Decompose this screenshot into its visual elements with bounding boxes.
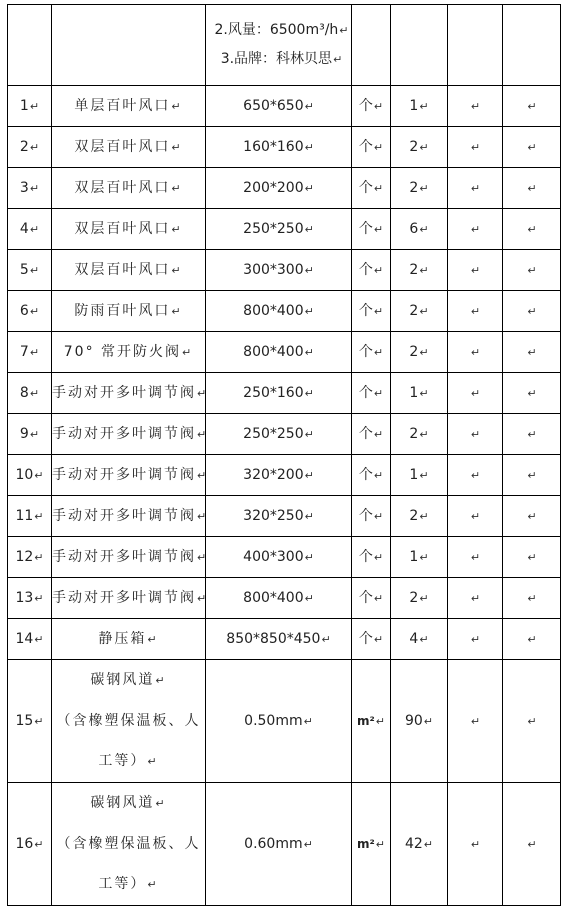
- spec-cell: 400*300↵: [206, 537, 352, 578]
- return-mark: ↵: [470, 714, 481, 728]
- return-mark: ↵: [527, 550, 537, 564]
- spec-cell: 850*850*450↵: [206, 619, 352, 660]
- return-mark: ↵: [423, 837, 434, 851]
- return-mark: ↵: [419, 222, 429, 236]
- name-cell: 静压箱↵: [52, 619, 206, 660]
- no-cell: 7↵: [8, 332, 52, 373]
- empty-cell: [448, 455, 503, 496]
- name-cell: 双层百叶风口↵: [52, 127, 206, 168]
- empty-cell: [448, 578, 503, 619]
- name-cell: [52, 783, 206, 906]
- empty-cell: [503, 537, 561, 578]
- spec-cell: 800*400↵: [206, 291, 352, 332]
- return-mark: ↵: [373, 427, 384, 441]
- qty-cell: 2↵: [391, 250, 448, 291]
- return-mark: ↵: [373, 632, 384, 646]
- return-mark: ↵: [34, 509, 44, 523]
- return-mark: ↵: [373, 345, 384, 359]
- empty-cell: [448, 127, 503, 168]
- empty-cell: [503, 209, 561, 250]
- return-mark: ↵: [303, 837, 313, 851]
- return-mark: ↵: [470, 427, 481, 441]
- qty-cell: 2↵: [391, 414, 448, 455]
- empty-cell: [503, 496, 561, 537]
- return-mark: ↵: [34, 591, 44, 605]
- return-mark: ↵: [303, 714, 313, 728]
- return-mark: ↵: [304, 181, 314, 195]
- table-row: [8, 783, 561, 906]
- return-mark: ↵: [34, 837, 44, 851]
- unit-cell: 个↵: [352, 373, 391, 414]
- return-mark: ↵: [419, 345, 429, 359]
- return-mark: ↵: [470, 837, 481, 851]
- return-mark: ↵: [527, 181, 537, 195]
- name-cell: 手动对开多叶调节阀↵: [52, 414, 206, 455]
- return-mark: ↵: [527, 304, 537, 318]
- return-mark: ↵: [304, 222, 314, 236]
- name-cell: 双层百叶风口↵: [52, 168, 206, 209]
- return-mark: ↵: [304, 99, 314, 113]
- return-mark: ↵: [29, 304, 40, 318]
- empty-cell: [448, 619, 503, 660]
- return-mark: ↵: [373, 509, 384, 523]
- empty-cell: [448, 783, 503, 906]
- no-cell: 10↵: [8, 455, 52, 496]
- return-mark: ↵: [470, 222, 481, 236]
- empty-cell: [503, 332, 561, 373]
- name-line: 碳钢风道↵: [90, 672, 167, 688]
- return-mark: ↵: [419, 509, 429, 523]
- return-mark: ↵: [527, 427, 537, 441]
- unit-cell: 个↵: [352, 537, 391, 578]
- return-mark: ↵: [419, 468, 429, 482]
- empty-cell: [448, 537, 503, 578]
- return-mark: ↵: [171, 304, 183, 318]
- name-cell: 防雨百叶风口↵: [52, 291, 206, 332]
- table-row: [8, 660, 561, 783]
- return-mark: ↵: [470, 263, 481, 277]
- return-mark: ↵: [29, 222, 40, 236]
- no-cell: 14↵: [8, 619, 52, 660]
- empty-cell: [448, 332, 503, 373]
- return-mark: ↵: [147, 632, 159, 646]
- return-mark: ↵: [470, 386, 481, 400]
- name-line: 工等）↵: [98, 753, 159, 769]
- return-mark: ↵: [373, 99, 384, 113]
- no-cell: 3↵: [8, 168, 52, 209]
- return-mark: ↵: [373, 263, 384, 277]
- no-cell: 5↵: [8, 250, 52, 291]
- spec-cell: 200*200↵: [206, 168, 352, 209]
- return-mark: ↵: [419, 304, 429, 318]
- qty-cell: 1↵: [391, 537, 448, 578]
- return-mark: ↵: [470, 345, 481, 359]
- qty-cell: 2↵: [391, 578, 448, 619]
- unit-cell: 个↵: [352, 414, 391, 455]
- return-mark: ↵: [375, 837, 385, 851]
- return-mark: ↵: [419, 140, 429, 154]
- table-row: [8, 414, 561, 455]
- return-mark: ↵: [527, 140, 537, 154]
- empty-cell: [503, 86, 561, 127]
- name-cell: 手动对开多叶调节阀↵: [52, 455, 206, 496]
- return-mark: ↵: [527, 345, 537, 359]
- return-mark: ↵: [373, 181, 384, 195]
- return-mark: ↵: [527, 222, 537, 236]
- return-mark: ↵: [527, 837, 537, 851]
- return-mark: ↵: [197, 386, 209, 400]
- name-cell: 双层百叶风口↵: [52, 250, 206, 291]
- spec-cell: 650*650↵: [206, 86, 352, 127]
- unit-cell: [352, 5, 391, 86]
- empty-cell: [448, 5, 503, 86]
- return-mark: ↵: [29, 99, 40, 113]
- return-mark: ↵: [470, 509, 481, 523]
- no-cell: 15↵: [8, 660, 52, 783]
- empty-cell: [503, 783, 561, 906]
- empty-cell: [503, 291, 561, 332]
- return-mark: ↵: [527, 263, 537, 277]
- unit-cell: 个↵: [352, 86, 391, 127]
- name-cell: 双层百叶风口↵: [52, 209, 206, 250]
- name-cell: [52, 660, 206, 783]
- qty-cell: 90↵: [391, 660, 448, 783]
- empty-cell: [503, 5, 561, 86]
- return-mark: ↵: [373, 304, 384, 318]
- return-mark: ↵: [419, 591, 429, 605]
- empty-cell: [448, 168, 503, 209]
- unit-cell: 个↵: [352, 250, 391, 291]
- spec-cell: 300*300↵: [206, 250, 352, 291]
- return-mark: ↵: [29, 140, 40, 154]
- return-mark: ↵: [527, 591, 537, 605]
- table-row: [8, 373, 561, 414]
- table-row: [8, 127, 561, 168]
- empty-cell: [448, 86, 503, 127]
- return-mark: ↵: [419, 427, 429, 441]
- return-mark: ↵: [527, 386, 537, 400]
- return-mark: ↵: [419, 181, 429, 195]
- return-mark: ↵: [34, 714, 44, 728]
- unit-cell: 个↵: [352, 496, 391, 537]
- return-mark: ↵: [527, 509, 537, 523]
- empty-cell: [448, 250, 503, 291]
- spec-cell: 0.50mm↵: [206, 660, 352, 783]
- return-mark: ↵: [304, 550, 314, 564]
- qty-cell: 2↵: [391, 332, 448, 373]
- return-mark: ↵: [321, 632, 331, 646]
- no-cell: 6↵: [8, 291, 52, 332]
- no-cell: 1↵: [8, 86, 52, 127]
- table-row: [8, 578, 561, 619]
- empty-cell: [448, 373, 503, 414]
- empty-cell: [448, 496, 503, 537]
- empty-cell: [503, 619, 561, 660]
- no-cell: 12↵: [8, 537, 52, 578]
- no-cell: 2↵: [8, 127, 52, 168]
- no-cell: 16↵: [8, 783, 52, 906]
- spec-line-brand: 3.品牌：科林贝思↵: [220, 51, 343, 67]
- unit-cell: m²↵: [352, 660, 391, 783]
- empty-cell: [503, 168, 561, 209]
- qty-cell: 2↵: [391, 168, 448, 209]
- name-cell: [52, 5, 206, 86]
- qty-cell: 2↵: [391, 127, 448, 168]
- unit-cell: 个↵: [352, 127, 391, 168]
- empty-cell: [503, 455, 561, 496]
- spec-cell: 160*160↵: [206, 127, 352, 168]
- return-mark: ↵: [304, 509, 314, 523]
- table-row: [8, 209, 561, 250]
- return-mark: ↵: [29, 386, 40, 400]
- qty-cell: 1↵: [391, 373, 448, 414]
- empty-cell: [448, 291, 503, 332]
- return-mark: ↵: [373, 222, 384, 236]
- return-mark: ↵: [171, 181, 183, 195]
- return-mark: ↵: [373, 140, 384, 154]
- spec-cell: 250*160↵: [206, 373, 352, 414]
- qty-cell: 2↵: [391, 496, 448, 537]
- spec-cell: 320*250↵: [206, 496, 352, 537]
- empty-cell: [503, 250, 561, 291]
- unit-cell: 个↵: [352, 619, 391, 660]
- return-mark: ↵: [29, 263, 40, 277]
- qty-cell: 1↵: [391, 86, 448, 127]
- materials-table: [7, 4, 561, 906]
- return-mark: ↵: [304, 140, 314, 154]
- table-row: [8, 5, 561, 86]
- unit-cell: 个↵: [352, 209, 391, 250]
- table-row: [8, 168, 561, 209]
- name-cell: 手动对开多叶调节阀↵: [52, 537, 206, 578]
- return-mark: ↵: [470, 181, 481, 195]
- empty-cell: [503, 373, 561, 414]
- qty-cell: 6↵: [391, 209, 448, 250]
- return-mark: ↵: [470, 632, 481, 646]
- spec-cell: 250*250↵: [206, 414, 352, 455]
- return-mark: ↵: [527, 632, 537, 646]
- return-mark: ↵: [470, 140, 481, 154]
- return-mark: ↵: [29, 181, 40, 195]
- table-row: [8, 537, 561, 578]
- return-mark: ↵: [304, 345, 314, 359]
- name-line: （含橡塑保温板、人: [56, 713, 201, 729]
- empty-cell: [448, 414, 503, 455]
- no-cell: 13↵: [8, 578, 52, 619]
- table-row: [8, 496, 561, 537]
- return-mark: ↵: [527, 99, 537, 113]
- name-line: 工等）↵: [98, 876, 159, 892]
- return-mark: ↵: [197, 591, 209, 605]
- table-row: [8, 455, 561, 496]
- return-mark: ↵: [470, 304, 481, 318]
- return-mark: ↵: [29, 345, 40, 359]
- return-mark: ↵: [419, 99, 429, 113]
- unit-cell: 个↵: [352, 332, 391, 373]
- return-mark: ↵: [171, 263, 183, 277]
- table-row: [8, 291, 561, 332]
- spec-cell: 800*400↵: [206, 332, 352, 373]
- return-mark: ↵: [373, 468, 384, 482]
- spec-cell: 250*250↵: [206, 209, 352, 250]
- empty-cell: [503, 414, 561, 455]
- return-mark: ↵: [182, 345, 194, 359]
- name-cell: 手动对开多叶调节阀↵: [52, 578, 206, 619]
- return-mark: ↵: [375, 714, 385, 728]
- qty-cell: 2↵: [391, 291, 448, 332]
- unit-cell: 个↵: [352, 578, 391, 619]
- return-mark: ↵: [304, 468, 314, 482]
- return-mark: ↵: [171, 140, 183, 154]
- qty-cell: 42↵: [391, 783, 448, 906]
- table-row: [8, 619, 561, 660]
- qty-cell: 1↵: [391, 455, 448, 496]
- empty-cell: [503, 578, 561, 619]
- return-mark: ↵: [34, 550, 44, 564]
- return-mark: ↵: [171, 222, 183, 236]
- return-mark: ↵: [304, 386, 314, 400]
- name-cell: 手动对开多叶调节阀↵: [52, 373, 206, 414]
- return-mark: ↵: [171, 99, 183, 113]
- return-mark: ↵: [470, 468, 481, 482]
- table-row: [8, 86, 561, 127]
- return-mark: ↵: [197, 427, 209, 441]
- spec-cell: [206, 5, 352, 86]
- return-mark: ↵: [373, 550, 384, 564]
- empty-cell: [448, 209, 503, 250]
- no-cell: 11↵: [8, 496, 52, 537]
- return-mark: ↵: [304, 263, 314, 277]
- unit-cell: m²↵: [352, 783, 391, 906]
- return-mark: ↵: [34, 468, 44, 482]
- unit-cell: 个↵: [352, 291, 391, 332]
- name-cell: 70° 常开防火阀↵: [52, 332, 206, 373]
- spec-cell: 800*400↵: [206, 578, 352, 619]
- empty-cell: [503, 127, 561, 168]
- return-mark: ↵: [419, 550, 429, 564]
- return-mark: ↵: [470, 550, 481, 564]
- name-line: 碳钢风道↵: [90, 795, 167, 811]
- return-mark: ↵: [29, 427, 40, 441]
- no-cell: 8↵: [8, 373, 52, 414]
- return-mark: ↵: [373, 386, 384, 400]
- name-cell: 单层百叶风口↵: [52, 86, 206, 127]
- return-mark: ↵: [304, 591, 314, 605]
- return-mark: ↵: [304, 304, 314, 318]
- return-mark: ↵: [470, 99, 481, 113]
- spec-cell: 0.60mm↵: [206, 783, 352, 906]
- return-mark: ↵: [197, 550, 209, 564]
- spec-cell: 320*200↵: [206, 455, 352, 496]
- no-cell: 4↵: [8, 209, 52, 250]
- unit-cell: 个↵: [352, 455, 391, 496]
- empty-cell: [503, 660, 561, 783]
- table-row: [8, 250, 561, 291]
- return-mark: ↵: [470, 591, 481, 605]
- table-row: [8, 332, 561, 373]
- return-mark: ↵: [419, 386, 429, 400]
- return-mark: ↵: [197, 468, 209, 482]
- return-mark: ↵: [304, 427, 314, 441]
- qty-cell: [391, 5, 448, 86]
- empty-cell: [448, 660, 503, 783]
- no-cell: 9↵: [8, 414, 52, 455]
- return-mark: ↵: [34, 632, 44, 646]
- return-mark: ↵: [527, 468, 537, 482]
- return-mark: ↵: [373, 591, 384, 605]
- no-cell: [8, 5, 52, 86]
- return-mark: ↵: [419, 632, 429, 646]
- spec-line-airflow: 2.风量：6500m³/h↵: [214, 22, 349, 38]
- return-mark: ↵: [419, 263, 429, 277]
- return-mark: ↵: [197, 509, 209, 523]
- qty-cell: 4↵: [391, 619, 448, 660]
- return-mark: ↵: [527, 714, 537, 728]
- name-line: （含橡塑保温板、人: [56, 836, 201, 852]
- return-mark: ↵: [423, 714, 434, 728]
- unit-cell: 个↵: [352, 168, 391, 209]
- name-cell: 手动对开多叶调节阀↵: [52, 496, 206, 537]
